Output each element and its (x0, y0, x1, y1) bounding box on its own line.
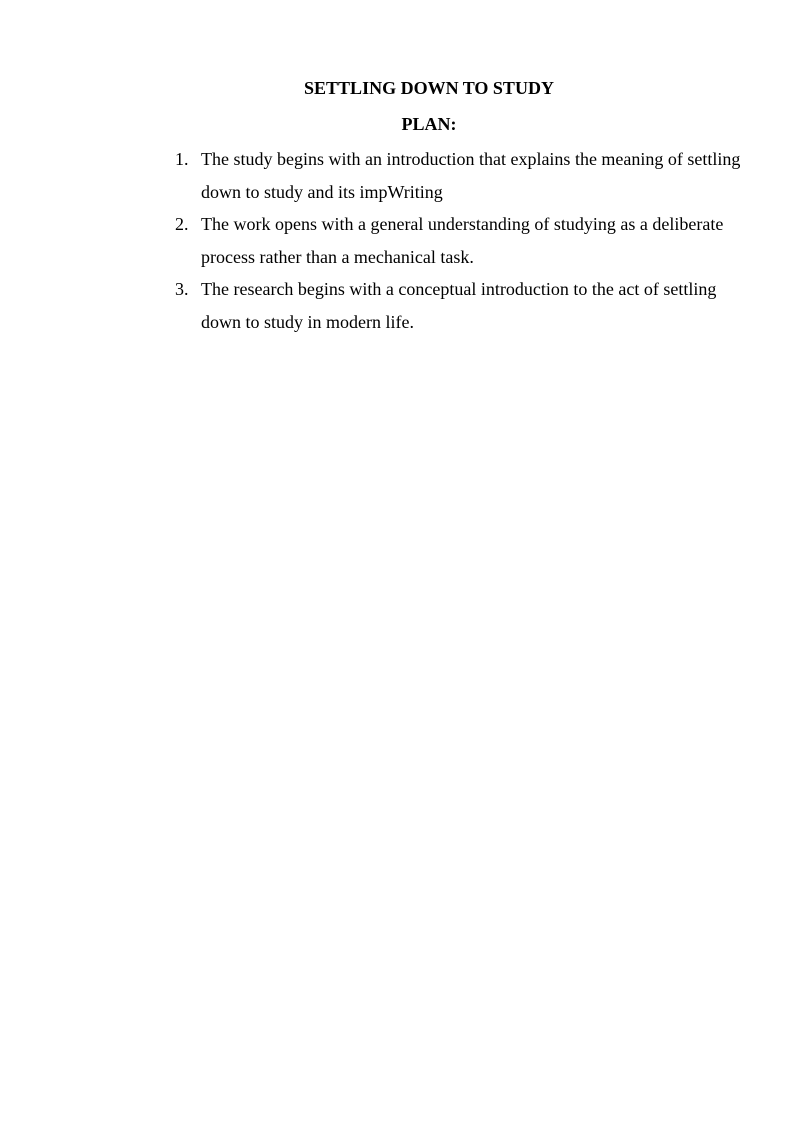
plan-heading: PLAN: (401, 114, 457, 134)
plan-item-text: The research begins with a conceptual introduction to the act of settling down to study in modern life. (201, 279, 717, 332)
plan-item-text: The study begins with an introduction that explains the meaning of settling down to study and its impWriting (201, 149, 741, 202)
plan-item-text: The work opens with a general understanding of studying as a deliberate process rather than a mechanical task. (201, 214, 724, 267)
plan-item (175, 143, 745, 208)
plan-list (175, 143, 745, 338)
plan-item-number: 2. (175, 214, 189, 234)
document-title: SETTLING DOWN TO STUDY (304, 78, 554, 98)
plan-item (175, 208, 745, 273)
plan-item-number: 1. (175, 149, 189, 169)
plan-item (175, 273, 745, 338)
plan-item-number: 3. (175, 279, 189, 299)
